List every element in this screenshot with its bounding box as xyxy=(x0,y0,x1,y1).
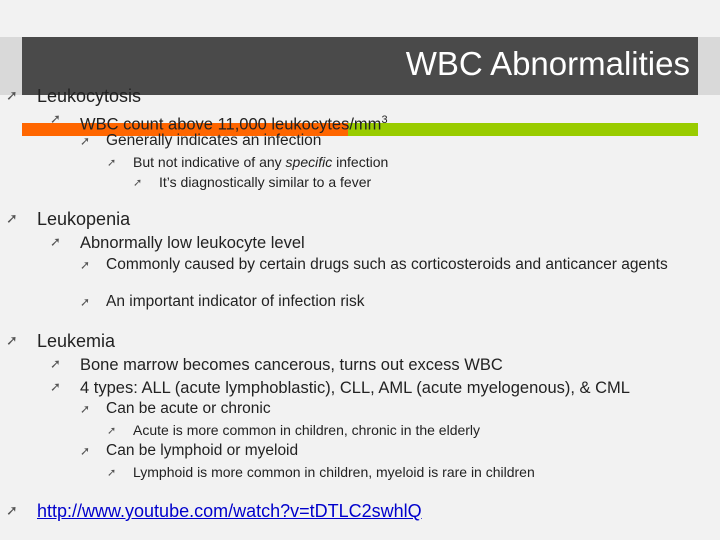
arrow-up-right-icon: ➚ xyxy=(50,235,61,250)
arrow-up-right-icon: ➚ xyxy=(6,333,18,349)
video-link[interactable]: http://www.youtube.com/watch?v=tDTLC2swhlQ xyxy=(37,501,422,521)
slide-title: WBC Abnormalities xyxy=(405,45,690,82)
arrow-up-right-icon: ➚ xyxy=(50,357,61,372)
bullet-text: WBC count above 11,000 leukocytes/$mm^3$ xyxy=(80,114,388,134)
bullet-text: Lymphoid is more common in children, myeloid is rare in children xyxy=(133,464,535,480)
arrow-up-right-icon: ➚ xyxy=(50,380,61,395)
bullet-video-link xyxy=(0,500,422,522)
arrow-up-right-icon: ➚ xyxy=(6,503,18,519)
bullet-text: Leukopenia xyxy=(37,209,131,229)
bullet-text: Abnormally low leukocyte level xyxy=(80,234,305,252)
bullet-bone-marrow xyxy=(50,355,503,375)
bullet-text: But not indicative of any specific infection xyxy=(133,154,389,170)
bullet-text: Generally indicates an infection xyxy=(106,132,322,149)
bullet-text: 4 types: ALL (acute lymphoblastic), CLL, AML (acute myelogenous), & CML xyxy=(80,379,630,397)
arrow-up-right-icon: ➚ xyxy=(107,466,117,479)
arrow-up-right-icon: ➚ xyxy=(80,258,91,272)
bullet-infection-risk xyxy=(80,293,364,311)
bullet-lymphoid-myeloid xyxy=(80,442,298,460)
bullet-text: Acute is more common in children, chronic in the elderly xyxy=(133,422,481,438)
arrow-up-right-icon: ➚ xyxy=(6,88,18,104)
bullet-acute-chronic xyxy=(80,400,271,418)
bullet-text: An important indicator of infection risk xyxy=(106,293,365,310)
bullet-indicates-infection xyxy=(80,132,321,150)
bullet-wbc-count xyxy=(50,110,388,135)
arrow-up-right-icon: ➚ xyxy=(80,134,91,148)
bullet-text: It’s diagnostically similar to a fever xyxy=(159,174,372,190)
bullet-fever xyxy=(133,174,371,191)
arrow-up-right-icon: ➚ xyxy=(50,112,61,127)
bullet-leukopenia xyxy=(0,208,130,230)
bullet-acute-detail xyxy=(107,422,480,439)
bullet-text: Bone marrow becomes cancerous, turns out excess WBC xyxy=(80,356,503,374)
bullet-leukocytosis xyxy=(0,85,141,107)
arrow-up-right-icon: ➚ xyxy=(80,402,91,416)
arrow-up-right-icon: ➚ xyxy=(80,444,91,458)
bullet-not-specific xyxy=(107,154,388,171)
bullet-leukemia xyxy=(0,330,115,352)
bullet-text: Leukocytosis xyxy=(37,86,142,106)
arrow-up-right-icon: ➚ xyxy=(80,295,91,309)
bullet-drugs xyxy=(80,256,676,274)
arrow-up-right-icon: ➚ xyxy=(133,176,143,189)
bullet-lymphoid-detail xyxy=(107,464,535,481)
bullet-four-types xyxy=(50,378,630,398)
bullet-low-level xyxy=(50,233,305,253)
bullet-text: Can be acute or chronic xyxy=(106,400,271,417)
bullet-text: Leukemia xyxy=(37,331,116,351)
arrow-up-right-icon: ➚ xyxy=(107,156,117,169)
bullet-text: Can be lymphoid or myeloid xyxy=(106,442,299,459)
arrow-up-right-icon: ➚ xyxy=(6,211,18,227)
bullet-text: Commonly caused by certain drugs such as corticosteroids and anticancer agents xyxy=(106,256,668,273)
arrow-up-right-icon: ➚ xyxy=(107,424,117,437)
